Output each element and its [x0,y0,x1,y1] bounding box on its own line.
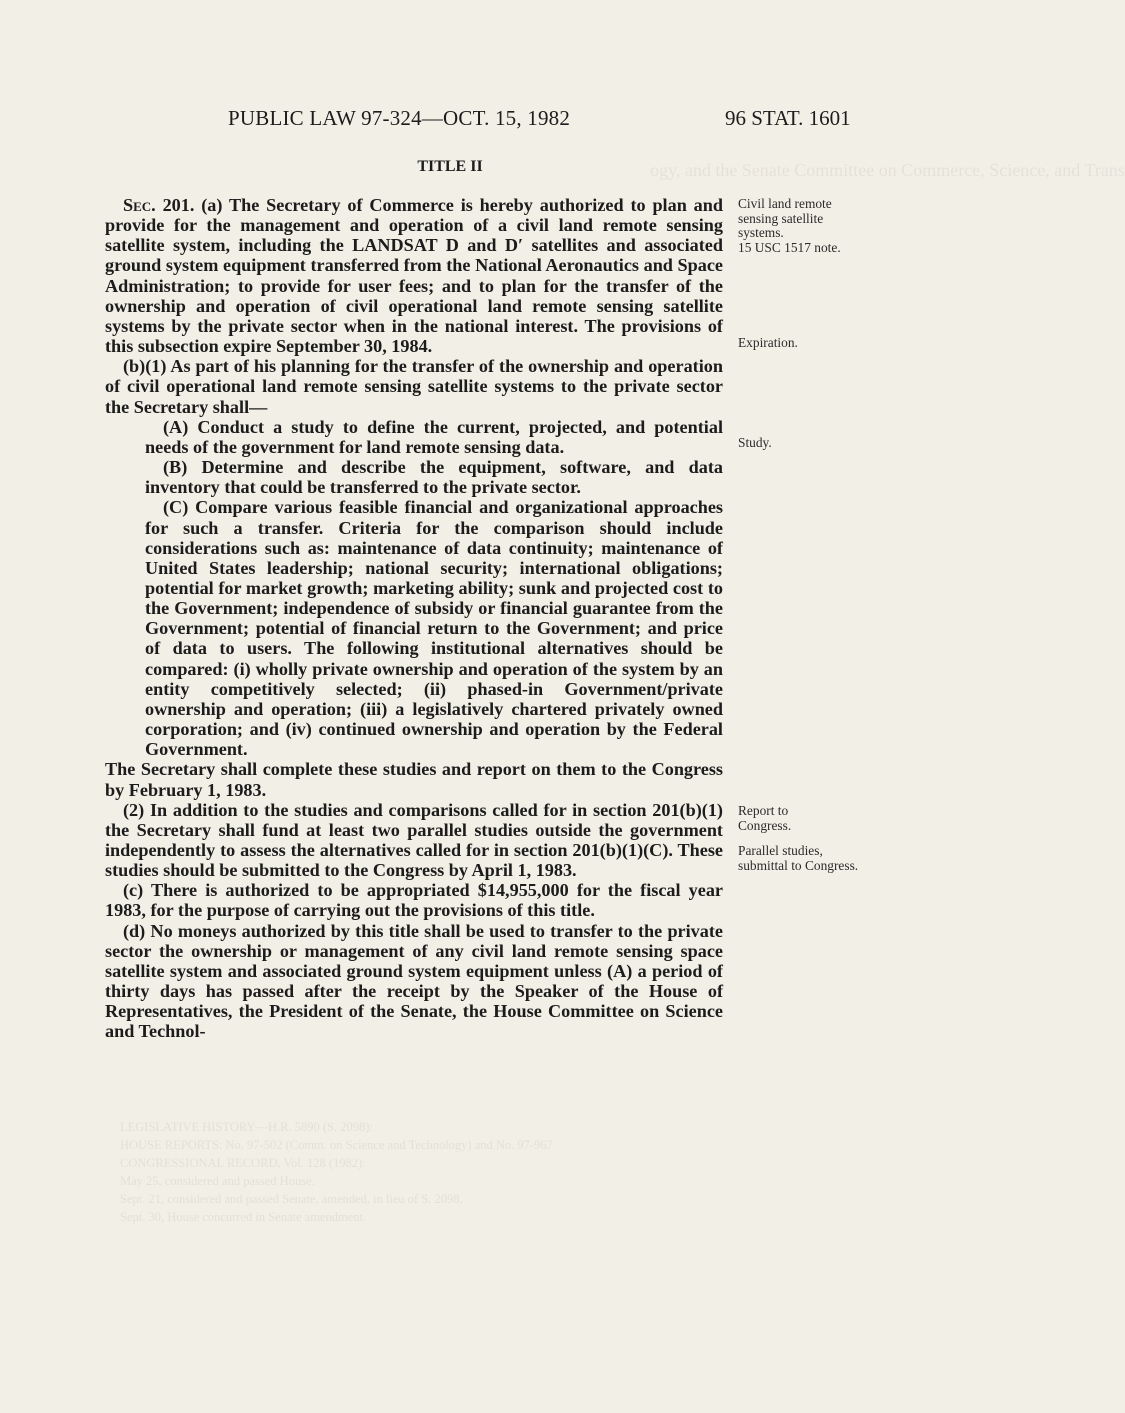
section-201-c: (c) There is authorized to be appropriated $14,955,000 for the fiscal year 1983, for the purpose of carrying out the provisions of this title. [105,880,723,921]
clause-a: (A) Conduct a study to define the current, projected, and potential needs of the government for land remote sensing data. [145,416,723,457]
report-paragraph: The Secretary shall complete these studies and report on them to the Congress by February 1, 1983. [105,759,723,800]
margin-note-expiration: Expiration. [738,335,798,350]
title-heading: TITLE II [417,158,483,175]
running-header-left: PUBLIC LAW 97-324—OCT. 15, 1982 [228,106,571,130]
margin-note-report: Report to Congress. [738,803,792,833]
bleed-through-legislative-history: LEGISLATIVE HISTORY—H.R. 5890 (S. 2098): HOUSE REPORTS: No. 97-502 (Comm. on Science and Technology) and No. 97-967 CONGRESSIONAL RECORD, Vol. 128 (1982): May 25, considered and passed House. Sept. 21, considered and passed Senate, amended, in lieu of S. 2098. Sept. 30, House concurred in Senate amendment. [120,1120,553,1224]
margin-note-usc: 15 USC 1517 note. [738,240,841,255]
margin-note-civil-land: Civil land remote sensing satellite systems. [738,196,832,240]
section-201-a-text: 201. (a) The Secretary of Commerce is hereby authorized to plan and provide for the management and operation of a civil land remote sensing satellite system, including the LANDSAT D and D′ satellites and associated ground system equipment transferred from the National Aeronautics and Space Administration; to provide for user fees; and to plan for the transfer of the ownership and operation of civil operational land remote sensing satellite systems by the private sector when in the national interest. The provisions of this subsection expire September 30, 1984. [105,195,723,357]
running-header-right: 96 STAT. 1601 [725,106,851,130]
clause-c: (C) Compare various feasible financial and organizational approaches for such a transfer. Criteria for the comparison should include considerations such as: maintenance of data continuity; maintenance of United States leadership; national security; international obligations; potential for market growth; marketing ability; sunk and projected cost to the Government; independence of subsidy or financial guarantee from the Government; potential of financial return to the Government; and price of data to users. The following institutional alternatives should be compared: (i) wholly private ownership and operation of the system by an entity competitively selected; (ii) phased-in Government/private ownership and operation; (iii) a legislatively chartered privately owned corporation; and (iv) continued ownership and operation by the Federal Government. [145,497,723,760]
section-label: Sec. [123,195,156,215]
bleed-through-text: ogy, and the Senate Committee on Commerce, Science, and Trans [650,160,1125,180]
section-201-d: (d) No moneys authorized by this title shall be used to transfer to the private sector the ownership or management of any civil land remote sensing space satellite system and associated ground system equipment unless (A) a period of thirty days has passed after the receipt by the Speaker of the House of Representatives, the President of the Senate, the House Committee on Science and Technol- [105,920,723,1042]
margin-note-study: Study. [738,435,772,450]
section-201-b-2: (2) In addition to the studies and comparisons called for in section 201(b)(1) the Secretary shall fund at least two parallel studies outside the government independently to assess the alternatives called for in section 201(b)(1)(C). These studies should be submitted to the Congress by April 1, 1983. [105,799,723,881]
statute-body [105,195,723,1042]
section-201-a [105,195,723,356]
section-201-b-1: (b)(1) As part of his planning for the transfer of the ownership and operation of civil operational land remote sensing satellite systems to the private sector the Secretary shall— [105,356,723,417]
margin-note-parallel: Parallel studies, submittal to Congress. [738,843,859,873]
clause-b: (B) Determine and describe the equipment, software, and data inventory that could be transferred to the private sector. [145,457,723,498]
